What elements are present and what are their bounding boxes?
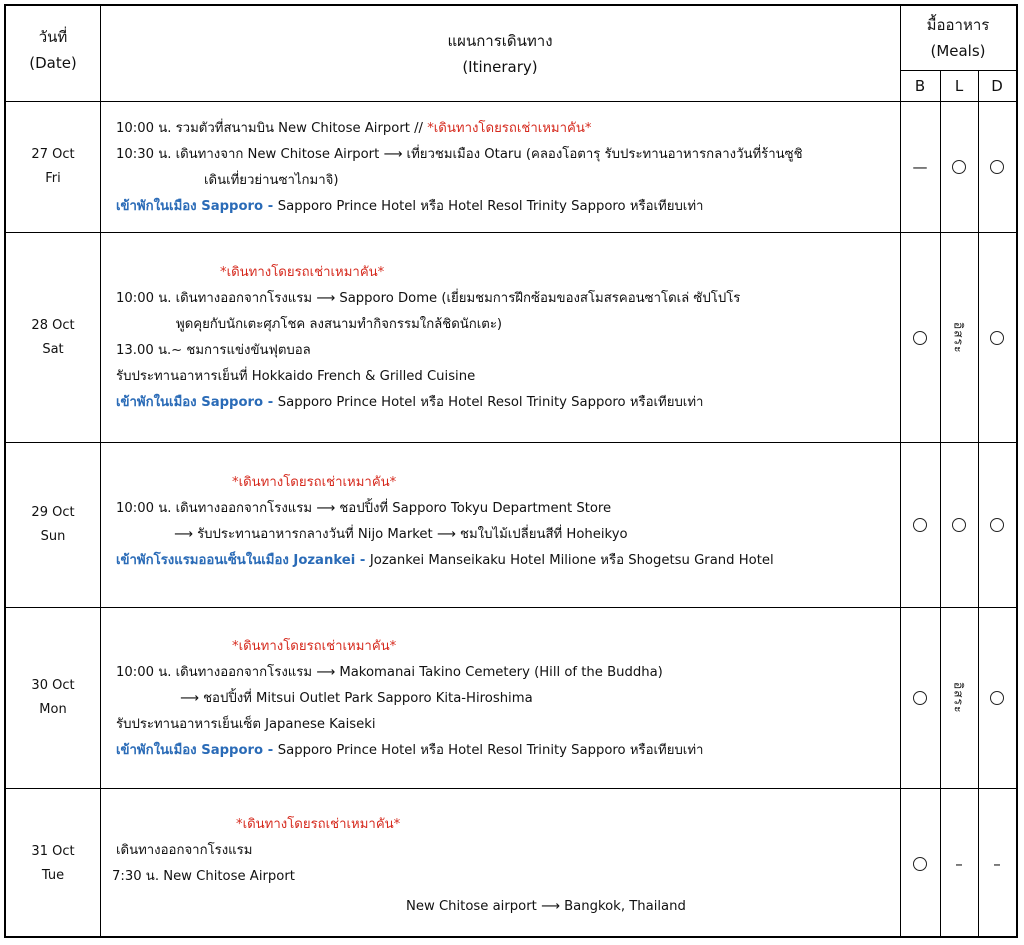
day-itinerary xyxy=(116,116,892,220)
day-itinerary xyxy=(116,260,892,416)
meal-not-included-mark: – xyxy=(955,854,963,873)
meal-l-cell xyxy=(940,789,978,938)
weekday-text: Sun xyxy=(40,529,66,544)
meal-not-included-mark: — xyxy=(912,158,928,176)
row-divider xyxy=(900,70,1016,71)
meal-l-cell xyxy=(940,233,978,442)
date-header xyxy=(6,24,100,76)
itinerary-line: 13.00 น.~ ชมการแข่งขันฟุตบอล xyxy=(116,343,311,358)
meal-d-cell xyxy=(978,102,1016,232)
hotel-text: Sapporo Prince Hotel หรือ Hotel Resol Trinity Sapporo หรือเทียบเท่า xyxy=(277,395,704,410)
hotel-text: Jozankei Manseikaku Hotel Milione หรือ Shogetsu Grand Hotel xyxy=(369,553,774,568)
meal-included-circle-icon xyxy=(952,518,966,532)
meal-d-cell xyxy=(978,608,1016,788)
row-divider xyxy=(6,607,1016,608)
meal-b-header: B xyxy=(914,77,926,95)
meal-d-header: D xyxy=(991,77,1003,95)
itinerary-header xyxy=(100,28,900,80)
row-divider xyxy=(6,788,1016,789)
row-divider xyxy=(6,101,1016,102)
meal-included-circle-icon xyxy=(990,160,1004,174)
hotel-label: เข้าพักในเมือง Sapporo - xyxy=(116,743,278,758)
itinerary-line: พูดคุยกับนักเตะศุภโชค ลงสนามทำกิจกรรมใกล้ชิดนักเตะ) xyxy=(176,317,503,332)
meal-included-circle-icon xyxy=(990,691,1004,705)
meal-d-cell xyxy=(978,443,1016,607)
rental-car-note: *เดินทางโดยรถเช่าเหมาคัน* xyxy=(232,475,397,490)
meal-d-cell xyxy=(978,233,1016,442)
meal-included-circle-icon xyxy=(990,518,1004,532)
meal-free-text: อิสระ xyxy=(951,321,966,354)
itinerary-line: รับประทานอาหารเย็นที่ Hokkaido French & Grilled Cuisine xyxy=(116,369,476,384)
date-text: 27 Oct xyxy=(31,147,75,162)
day-date xyxy=(6,102,100,232)
meal-included-circle-icon xyxy=(913,691,927,705)
day-itinerary xyxy=(116,470,892,574)
meal-b-cell xyxy=(900,102,940,232)
itinerary-header-th: แผนการเดินทาง xyxy=(447,32,553,50)
date-text: 28 Oct xyxy=(31,317,75,333)
rental-car-note: *เดินทางโดยรถเช่าเหมาคัน* xyxy=(427,121,592,136)
meal-b-cell xyxy=(900,789,940,938)
column-divider xyxy=(100,6,101,936)
itinerary-line: 10:00 น. เดินทางออกจากโรงแรม ⟶ Makomanai Takino Cemetery (Hill of the Buddha) xyxy=(116,665,663,680)
meal-b-cell xyxy=(900,233,940,442)
row-divider xyxy=(6,442,1016,443)
day-itinerary xyxy=(112,812,892,920)
date-text: 29 Oct xyxy=(31,505,75,520)
itinerary-line: เดินเที่ยวย่านซาไกมาจิ) xyxy=(204,173,339,188)
itinerary-line: ⟶ ชอปปิ้งที่ Mitsui Outlet Park Sapporo Kita-Hiroshima xyxy=(180,691,533,706)
itinerary-table xyxy=(4,4,1018,938)
date-text: 30 Oct xyxy=(31,678,75,693)
itinerary-line: ⟶ รับประทานอาหารกลางวันที่ Nijo Market ⟶ ชมใบไม้เปลี่ยนสีที่ Hoheikyo xyxy=(174,527,628,542)
hotel-text: Sapporo Prince Hotel หรือ Hotel Resol Trinity Sapporo หรือเทียบเท่า xyxy=(277,743,704,758)
weekday-text: Tue xyxy=(41,867,65,883)
day-date xyxy=(6,608,100,788)
day-date xyxy=(6,233,100,442)
rental-car-note: *เดินทางโดยรถเช่าเหมาคัน* xyxy=(236,817,401,832)
rental-car-note: *เดินทางโดยรถเช่าเหมาคัน* xyxy=(220,265,385,280)
rental-car-note: *เดินทางโดยรถเช่าเหมาคัน* xyxy=(232,639,397,654)
meal-not-included-mark: – xyxy=(993,854,1001,873)
itinerary-line: 10:00 น. เดินทางออกจากโรงแรม ⟶ Sapporo Dome (เยี่ยมชมการฝึกซ้อมของสโมสรคอนซาโดเล่ ซัปโปโร xyxy=(116,291,741,306)
meal-l-cell xyxy=(940,102,978,232)
date-header-th: วันที่ xyxy=(38,28,68,46)
meal-d-cell xyxy=(978,789,1016,938)
meals-header-th: มื้ออาหาร xyxy=(926,16,990,34)
weekday-text: Mon xyxy=(39,702,67,717)
meal-b-cell xyxy=(900,608,940,788)
itinerary-line: 10:00 น. เดินทางออกจากโรงแรม ⟶ ชอปปิ้งที่ Sapporo Tokyu Department Store xyxy=(116,501,612,516)
itinerary-line: เดินทางออกจากโรงแรม xyxy=(116,843,253,858)
itinerary-line: New Chitose airport ⟶ Bangkok, Thailand xyxy=(406,899,686,914)
meals-header xyxy=(900,12,1016,64)
meal-included-circle-icon xyxy=(990,331,1004,345)
day-date xyxy=(6,789,100,938)
meal-included-circle-icon xyxy=(913,857,927,871)
hotel-label: เข้าพักในเมือง Sapporo - xyxy=(116,199,278,214)
row-divider xyxy=(6,232,1016,233)
weekday-text: Sat xyxy=(42,341,64,357)
date-text: 31 Oct xyxy=(31,843,75,859)
date-header-en: (Date) xyxy=(29,54,77,72)
hotel-text: Sapporo Prince Hotel หรือ Hotel Resol Trinity Sapporo หรือเทียบเท่า xyxy=(277,199,704,214)
day-date xyxy=(6,443,100,607)
itinerary-header-en: (Itinerary) xyxy=(462,58,538,76)
meal-b-cell xyxy=(900,443,940,607)
weekday-text: Fri xyxy=(45,171,61,186)
hotel-label: เข้าพักในเมือง Sapporo - xyxy=(116,395,278,410)
hotel-label: เข้าพักโรงแรมออนเซ็นในเมือง Jozankei - xyxy=(116,553,370,568)
meal-l-cell xyxy=(940,608,978,788)
meal-included-circle-icon xyxy=(952,160,966,174)
meal-l-header: L xyxy=(954,77,964,95)
meal-included-circle-icon xyxy=(913,518,927,532)
itinerary-line: รับประทานอาหารเย็นเซ็ต Japanese Kaiseki xyxy=(116,717,376,732)
meal-l-cell xyxy=(940,443,978,607)
itinerary-line: 10:00 น. รวมตัวที่สนามบิน New Chitose Airport // xyxy=(116,121,428,136)
itinerary-line: 7:30 น. New Chitose Airport xyxy=(112,869,295,884)
meals-header-en: (Meals) xyxy=(930,42,986,60)
meal-included-circle-icon xyxy=(913,331,927,345)
itinerary-line: 10:30 น. เดินทางจาก New Chitose Airport ⟶ เที่ยวชมเมือง Otaru (คลองโอตารุ รับประทานอาหารกลางวันที่ร้านซูชิ xyxy=(116,147,803,162)
day-itinerary xyxy=(116,634,892,764)
meal-free-text: อิสระ xyxy=(951,682,966,714)
